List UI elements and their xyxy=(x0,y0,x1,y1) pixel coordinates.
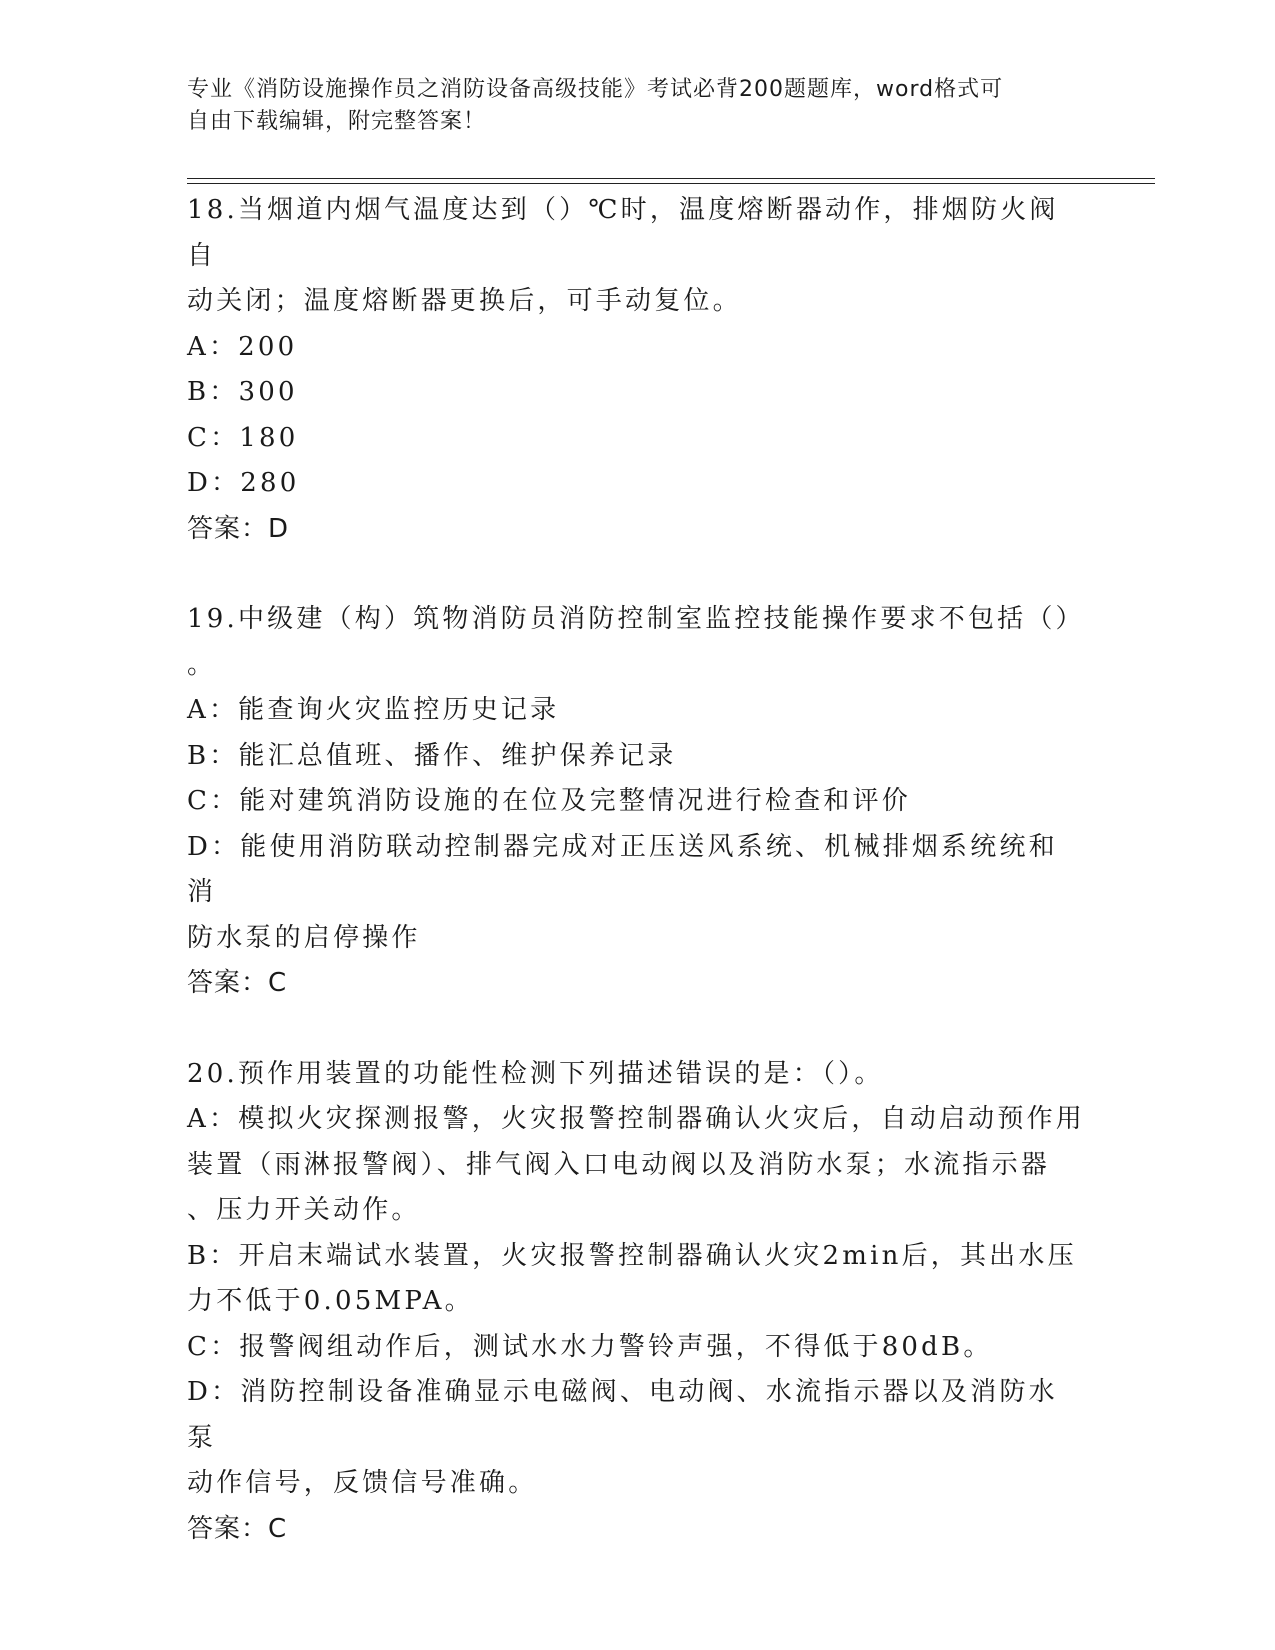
option-a: A：200 xyxy=(187,331,298,362)
option-c: C：180 xyxy=(187,422,299,453)
option-b: B：300 xyxy=(187,377,298,407)
option-b-continued: 力不低于0.05MPA。 xyxy=(187,1286,474,1316)
option-b: B：开启末端试水装置，火灾报警控制器确认火灾2min后，其出水压 xyxy=(187,1240,1077,1271)
document-header xyxy=(187,74,1067,138)
option-d-continued: 防水泵的启停操作 xyxy=(187,922,421,953)
option-d: D：消防控制设备准确显示电磁阀、电动阀、水流指示器以及消防水泵 xyxy=(187,1377,1058,1453)
header-divider-bottom xyxy=(187,183,1155,184)
header-divider-top xyxy=(187,178,1155,179)
option-d: D：能使用消防联动控制器完成对正压送风系统、机械排烟系统统和消 xyxy=(187,831,1058,907)
question-stem: 20.预作用装置的功能性检测下列描述错误的是：（）。 xyxy=(187,1058,884,1089)
option-a-continued: 装置（雨淋报警阀）、排气阀入口电动阀以及消防水泵；水流指示器 xyxy=(187,1149,1051,1180)
option-d: D：280 xyxy=(187,468,300,498)
question-stem: 。 xyxy=(187,649,217,680)
option-a: A：能查询火灾监控历史记录 xyxy=(187,695,560,725)
option-b: B：能汇总值班、播作、维护保养记录 xyxy=(187,740,677,771)
question-19 xyxy=(187,597,1087,1007)
question-18 xyxy=(187,188,1087,552)
question-list xyxy=(187,188,1087,1552)
header-line-2: 自由下载编辑，附完整答案！ xyxy=(187,109,487,134)
option-c: C：报警阀组动作后，测试水水力警铃声强，不得低于80dB。 xyxy=(187,1331,993,1362)
option-d-continued: 动作信号，反馈信号准确。 xyxy=(187,1468,538,1498)
answer-label: 答案：C xyxy=(187,1513,288,1544)
header-line-1: 专业《消防设施操作员之消防设备高级技能》考试必背200题题库，word格式可 xyxy=(187,77,1004,102)
question-stem: 19.中级建（构）筑物消防员消防控制室监控技能操作要求不包括（） xyxy=(187,604,1085,634)
question-stem: 动关闭；温度熔断器更换后，可手动复位。 xyxy=(187,286,742,316)
question-20 xyxy=(187,1052,1087,1553)
answer-label: 答案：D xyxy=(187,513,290,544)
answer-label: 答案：C xyxy=(187,968,288,998)
question-stem: 18.当烟道内烟气温度达到（）℃时，温度熔断器动作，排烟防火阀自 xyxy=(187,195,1059,271)
option-c: C：能对建筑消防设施的在位及完整情况进行检查和评价 xyxy=(187,786,911,816)
option-a-continued: 、压力开关动作。 xyxy=(187,1195,421,1225)
option-a: A：模拟火灾探测报警，火灾报警控制器确认火灾后，自动启动预作用 xyxy=(187,1104,1085,1134)
